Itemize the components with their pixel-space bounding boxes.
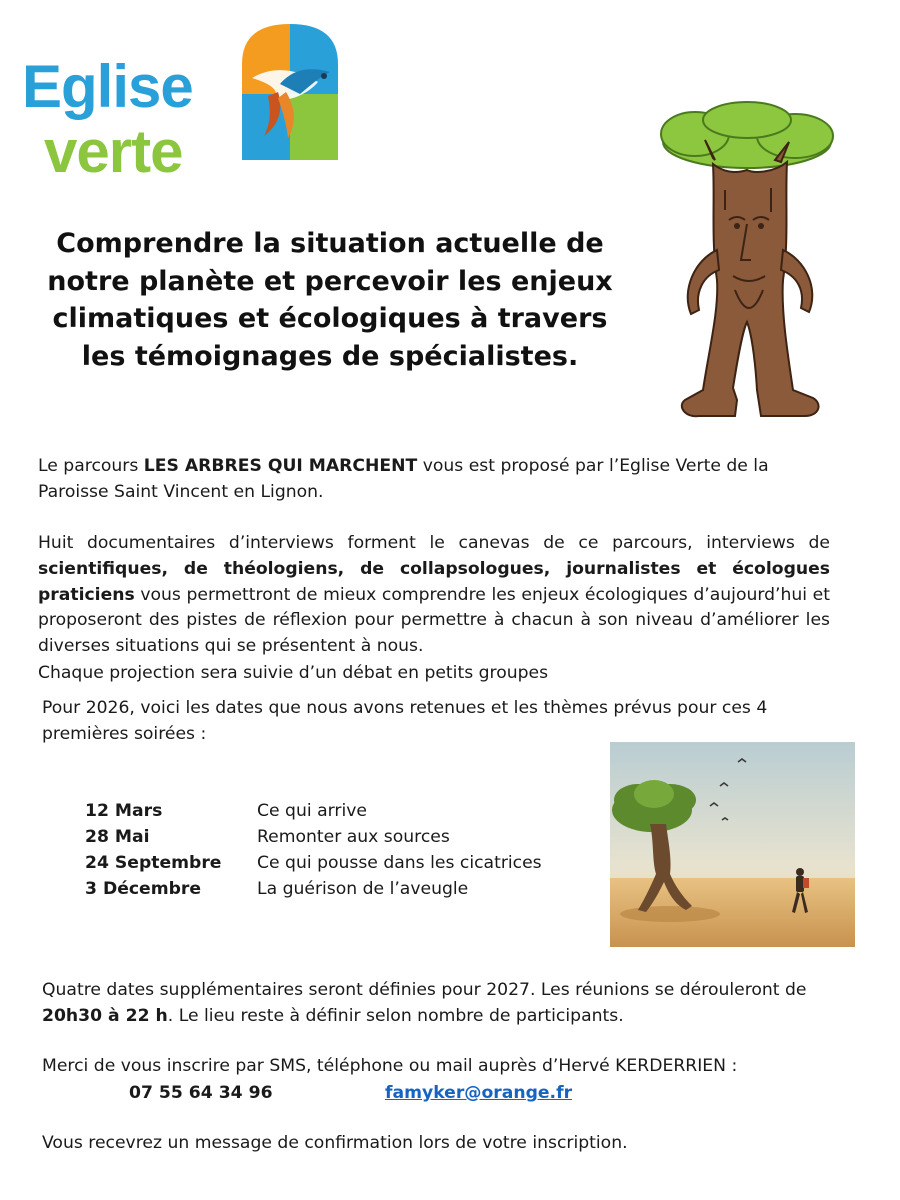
logo-window-dove-icon (238, 22, 342, 164)
schedule-date: 12 Mars (85, 801, 163, 821)
schedule-theme: Ce qui pousse dans les cicatrices (257, 853, 542, 873)
schedule-theme: Remonter aux sources (257, 827, 450, 847)
schedule-date: 24 Septembre (85, 853, 222, 873)
extra-dates-paragraph (42, 978, 842, 1030)
schedule-date: 3 Décembre (85, 879, 202, 899)
docs-specialists: scientifiques, de théologiens, de collapsologues, journalistes et écologues praticiens (38, 558, 830, 605)
logo-wordmark (22, 52, 193, 186)
schedule-row (85, 850, 585, 876)
schedule-list (85, 798, 585, 902)
documentaries-paragraph (38, 531, 830, 660)
dates-intro: Pour 2026, voici les dates que nous avons retenues et les thèmes prévus pour ces 4 premières soirées : (42, 698, 768, 744)
walking-tree-photo (610, 742, 855, 947)
debate-note: Chaque projection sera suivie d’un débat en petits groupes (38, 663, 549, 683)
schedule-row (85, 798, 585, 824)
docs-text-start: Huit documentaires d’interviews forment le canevas de ce parcours, interviews de (38, 533, 830, 553)
phone-number: 07 55 64 34 96 (129, 1083, 273, 1103)
schedule-theme: Ce qui arrive (257, 801, 367, 821)
logo-word-verte: verte (44, 118, 183, 185)
schedule-date: 28 Mai (85, 827, 150, 847)
email-link[interactable]: famyker@orange.fr (385, 1083, 573, 1103)
confirmation-note: Vous recevrez un message de confirmation lors de votre inscription. (42, 1133, 628, 1153)
meeting-hours: 20h30 à 22 h (42, 1005, 168, 1026)
logo-word-eglise: Eglise (22, 53, 193, 120)
docs-text-end: vous permettront de mieux comprendre les enjeux écologiques d’aujourd’hui et proposeront des pistes de réflexion pour permettre à chacun à son niveau d’améliorer les diverses situations qui se présentent à nous. (38, 584, 830, 657)
intro-text-start: Le parcours (38, 456, 144, 476)
extra-text-start: Quatre dates supplémentaires seront définies pour 2027. Les réunions se dérouleront de (42, 980, 807, 1000)
signup-instructions: Merci de vous inscrire par SMS, téléphone ou mail auprès d’Hervé KERDERRIEN : (42, 1056, 738, 1076)
schedule-row (85, 824, 585, 850)
intro-text-end: vous est proposé par l’Eglise Verte de la Paroisse Saint Vincent en Lignon. (38, 456, 769, 502)
parcours-name: LES ARBRES QUI MARCHENT (143, 456, 418, 476)
schedule-theme: La guérison de l’aveugle (257, 879, 469, 899)
schedule-row (85, 876, 585, 902)
intro-paragraph (38, 454, 833, 506)
headline: Comprendre la situation actuelle de notre planète et percevoir les enjeux climatiques et écologiques à travers les témoignages de spécialistes. (47, 228, 613, 372)
contact-line (42, 1080, 842, 1106)
walking-tree-illustration (655, 100, 837, 422)
extra-text-end: . Le lieu reste à définir selon nombre de participants. (167, 1005, 624, 1026)
